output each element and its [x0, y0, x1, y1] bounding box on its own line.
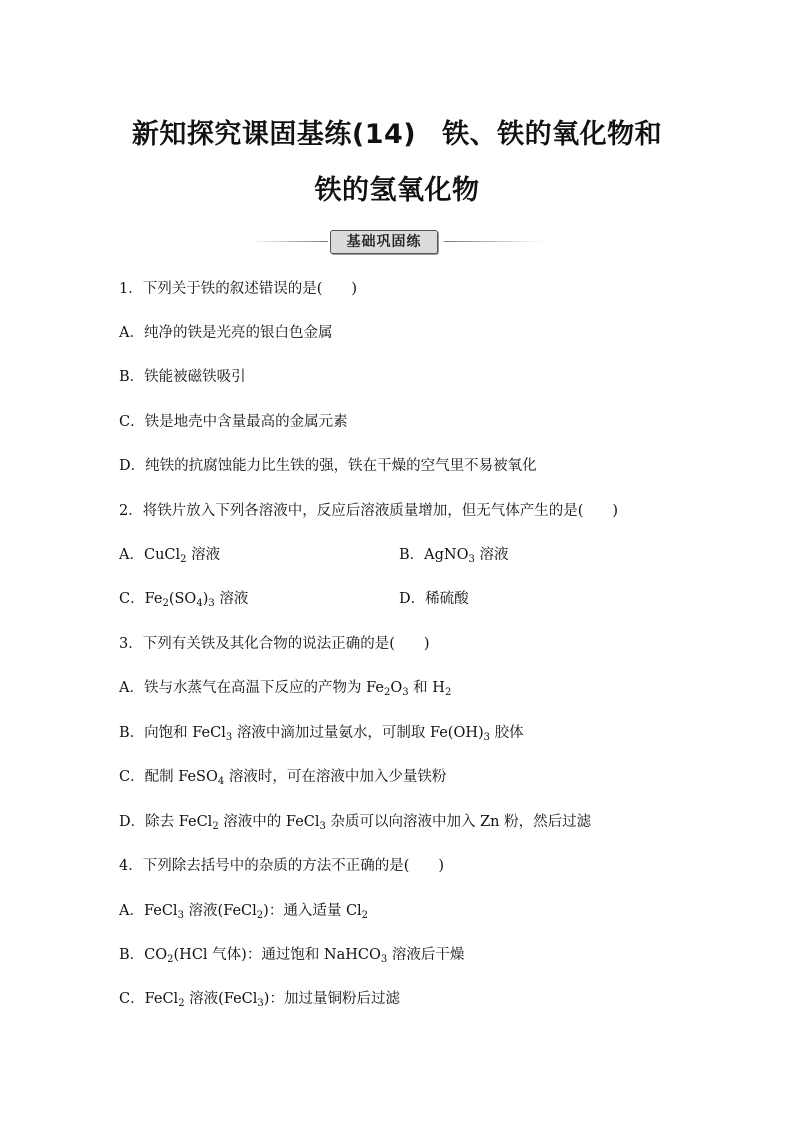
subscript: 3	[468, 554, 475, 565]
text: )：加过量铜粉后过滤	[263, 991, 400, 1007]
subscript: 3	[208, 598, 215, 609]
question-2-option-c	[119, 589, 248, 609]
divider-line-left	[250, 241, 328, 242]
subscript: 4	[217, 776, 225, 787]
question-3-option-d	[119, 812, 591, 832]
text: B．CO	[119, 947, 168, 963]
question-2-option-d: D．稀硫酸	[399, 591, 469, 607]
question-1-option-c: C．铁是地壳中含量最高的金属元素	[119, 414, 348, 430]
text: )：通入适量 Cl	[263, 903, 362, 919]
question-4-option-c	[119, 989, 400, 1009]
text: 胶体	[490, 725, 524, 741]
text: D．除去 FeCl	[119, 814, 213, 830]
question-3-option-a	[119, 678, 451, 698]
question-1-option-b: B．铁能被磁铁吸引	[119, 369, 246, 385]
section-badge: 基础巩固练	[330, 230, 438, 254]
title-series: 新知探究课固基练(14)	[131, 119, 417, 150]
text: 杂质可以向溶液中加入 Zn 粉，然后过滤	[325, 814, 592, 830]
subscript: 3	[177, 910, 184, 921]
text: A．铁与水蒸气在高温下反应的产物为 Fe	[119, 680, 384, 696]
subscript: 2	[444, 687, 452, 698]
text: (SO	[168, 591, 197, 607]
subscript: 3	[483, 732, 491, 743]
question-3-stem: 3．下列有关铁及其化合物的说法正确的是( )	[119, 636, 430, 652]
page-title-line-1	[0, 112, 794, 151]
subscript: 3	[225, 732, 233, 743]
text: 溶液中的 FeCl	[218, 814, 320, 830]
subscript: 3	[319, 821, 326, 832]
subscript: 2	[180, 554, 187, 565]
question-3-option-c	[119, 767, 446, 787]
question-3-option-b	[119, 723, 524, 743]
section-divider	[250, 230, 544, 254]
text: 溶液(FeCl	[183, 903, 257, 919]
text: A．FeCl	[119, 903, 178, 919]
text: 溶液(FeCl	[184, 991, 258, 1007]
text: B．向饱和 FeCl	[119, 725, 226, 741]
text: 和 H	[408, 680, 445, 696]
text: B．AgNO	[399, 547, 469, 563]
text: C．FeCl	[119, 991, 179, 1007]
subscript: 2	[361, 910, 369, 921]
question-1-option-a: A．纯净的铁是光亮的银白色金属	[119, 325, 333, 341]
text: 溶液	[186, 547, 221, 563]
text: 溶液	[474, 547, 509, 563]
text: (HCl 气体)：通过饱和 NaHCO	[173, 947, 381, 963]
page-title-line-2: 铁的氢氧化物	[314, 175, 480, 206]
subscript: 2	[162, 598, 169, 609]
question-4-stem: 4．下列除去括号中的杂质的方法不正确的是( )	[119, 858, 445, 874]
subscript: 3	[402, 687, 409, 698]
subscript: 4	[196, 598, 203, 609]
text: 溶液中滴加过量氨水，可制取 Fe(OH)	[232, 725, 484, 741]
subscript: 2	[212, 821, 219, 832]
subscript: 2	[178, 998, 185, 1009]
subscript: 2	[256, 910, 264, 921]
question-4-option-a	[119, 901, 368, 921]
question-1-stem: 1．下列关于铁的叙述错误的是( )	[119, 281, 358, 297]
text: 溶液后干燥	[387, 947, 465, 963]
title-topic: 铁、铁的氧化物和	[442, 119, 663, 150]
text: A．CuCl	[119, 547, 181, 563]
divider-line-right	[444, 241, 544, 242]
subscript: 2	[383, 687, 391, 698]
question-2-option-b	[399, 545, 508, 565]
question-1-option-d: D．纯铁的抗腐蚀能力比生铁的强，铁在干燥的空气里不易被氧化	[119, 458, 537, 474]
question-4-option-b	[119, 945, 464, 965]
subscript: 3	[380, 954, 388, 965]
subscript: 2	[167, 954, 174, 965]
subscript: 3	[257, 998, 264, 1009]
question-2-option-a	[119, 545, 220, 565]
text: 溶液时，可在溶液中加入少量铁粉	[224, 769, 447, 785]
question-2-stem: 2．将铁片放入下列各溶液中，反应后溶液质量增加，但无气体产生的是( )	[119, 503, 619, 519]
text: O	[390, 680, 403, 696]
text: 溶液	[214, 591, 249, 607]
text: C．配制 FeSO	[119, 769, 218, 785]
text: )	[202, 591, 209, 607]
text: C．Fe	[119, 591, 163, 607]
